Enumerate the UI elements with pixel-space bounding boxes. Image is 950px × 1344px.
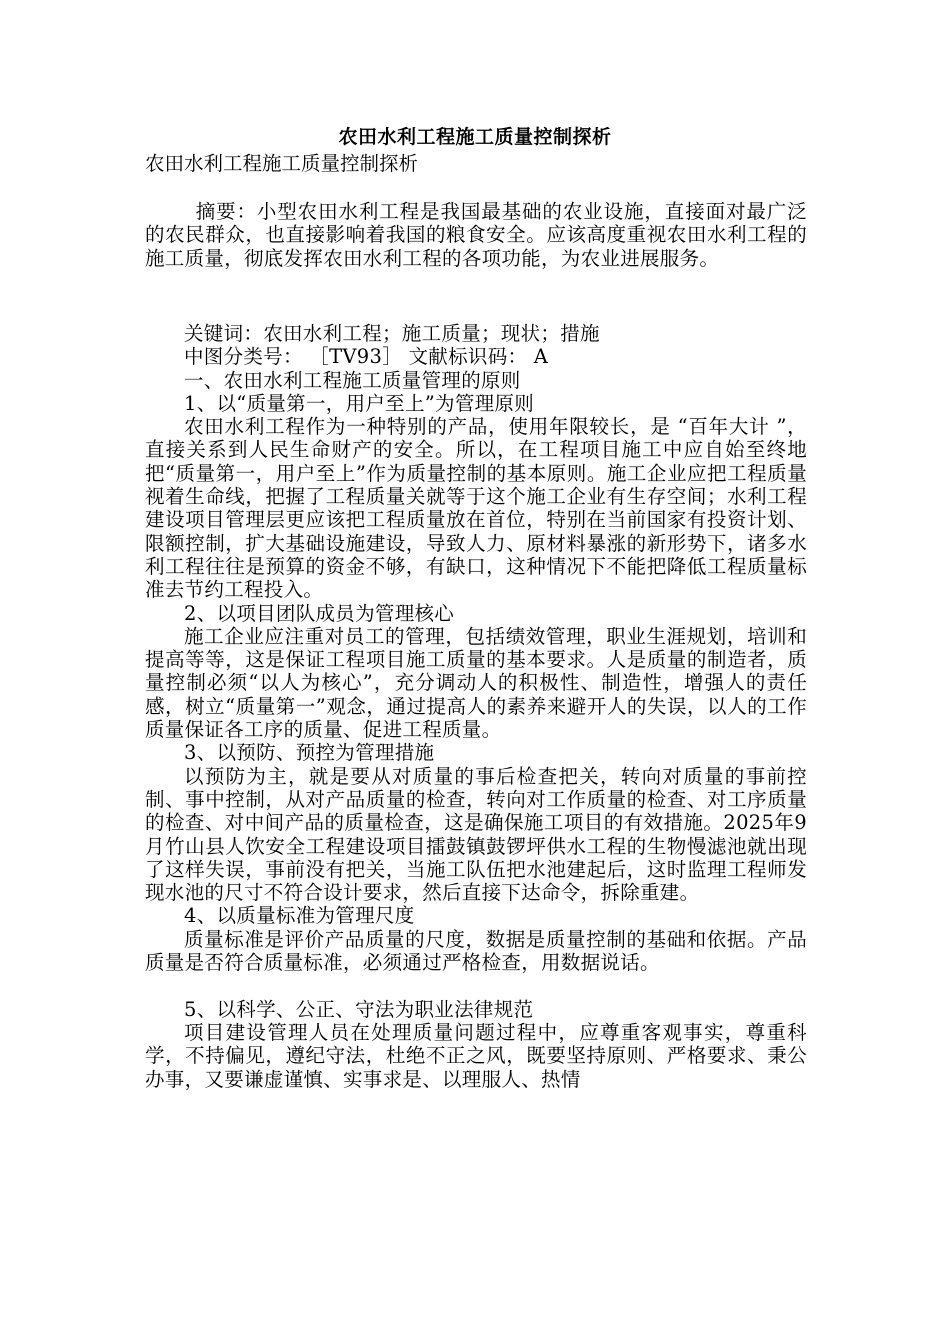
item1-heading: 1、以“质量第一，用户至上”为管理原则: [184, 391, 535, 415]
item5-paragraph: 项目建设管理人员在处理质量问题过程中，应尊重客观事实，尊重科学，不持偏见，遵纪守法，杜绝不正之风，既要坚持原则、严格要求、秉公办事，又要谦虚谨慎、实事求是、以理服人、热情: [145, 1020, 807, 1091]
keywords-line: 关键词：农田水利工程；施工质量；现状；措施: [184, 322, 600, 345]
item3-heading: 3、以预防、预控为管理措施: [184, 741, 435, 765]
item4-paragraph: 质量标准是评价产品质量的尺度，数据是质量控制的基础和依据。产品质量是否符合质量标准，必须通过严格检查，用数据说话。: [145, 927, 807, 975]
item4-heading: 4、以质量标准为管理尺度: [184, 904, 415, 928]
item2-paragraph: 施工企业应注重对员工的管理，包括绩效管理，职业生涯规划，培训和提高等等，这是保证工程项目施工质量的基本要求。人是质量的制造者，质量控制必须“以人为核心”，充分调动人的积极性、制造性，增强人的责任感，树立“质量第一”观念，通过提高人的素养来避开人的失误，以人的工作质量保证各工序的质量、促进工程质量。: [145, 624, 807, 742]
item3-paragraph: 以预防为主，就是要从对质量的事后检查把关，转向对质量的事前控制、事中控制，从对产品质量的检查，转向对工作质量的检查、对工序质量的检查、对中间产品的质量检查，这是确保施工项目的有效措施。2025年9月竹山县人饮安全工程建设项目擂鼓镇鼓锣坪供水工程的生物慢滤池就出现了这样失误，事前没有把关，当施工队伍把水池建起后，这时监理工程师发现水池的尺寸不符合设计要求，然后直接下达命令，拆除重建。: [145, 764, 807, 905]
abstract-block: [145, 200, 807, 270]
main-body: [145, 322, 807, 1091]
classification-line: 中图分类号： ［TV93］ 文献标识码： A: [184, 345, 549, 369]
item2-heading: 2、以项目团队成员为管理核心: [184, 601, 455, 625]
section-heading: 一、农田水利工程施工质量管理的原则: [184, 368, 521, 392]
item1-paragraph: 农田水利工程作为一种特别的产品，使用年限较长，是 “百年大计 ”，直接关系到人民生命财产的安全。所以，在工程项目施工中应自始至终地把“质量第一，用户至上”作为质量控制的基本原则。施工企业应把工程质量视着生命线，把握了工程质量关就等于这个施工企业有生存空间；水利工程建设项目管理层更应该把工程质量放在首位，特别在当前国家有投资计划、限额控制，扩大基础设施建设，导致人力、原材料暴涨的新形势下，诸多水利工程往往是预算的资金不够，有缺口，这种情况下不能把降低工程质量标准去节约工程投入。: [145, 415, 807, 602]
document-title: 农田水利工程施工质量控制探析: [338, 126, 612, 148]
abstract-paragraph: 摘要：小型农田水利工程是我国最基础的农业设施，直接面对最广泛的农民群众，也直接影响着我国的粮食安全。应该高度重视农田水利工程的施工质量，彻底发挥农田水利工程的各项功能，为农业进展服务。: [145, 200, 807, 270]
document-subtitle: 农田水利工程施工质量控制探析: [145, 152, 419, 175]
item5-heading: 5、以科学、公正、守法为职业法律规范: [184, 997, 534, 1021]
